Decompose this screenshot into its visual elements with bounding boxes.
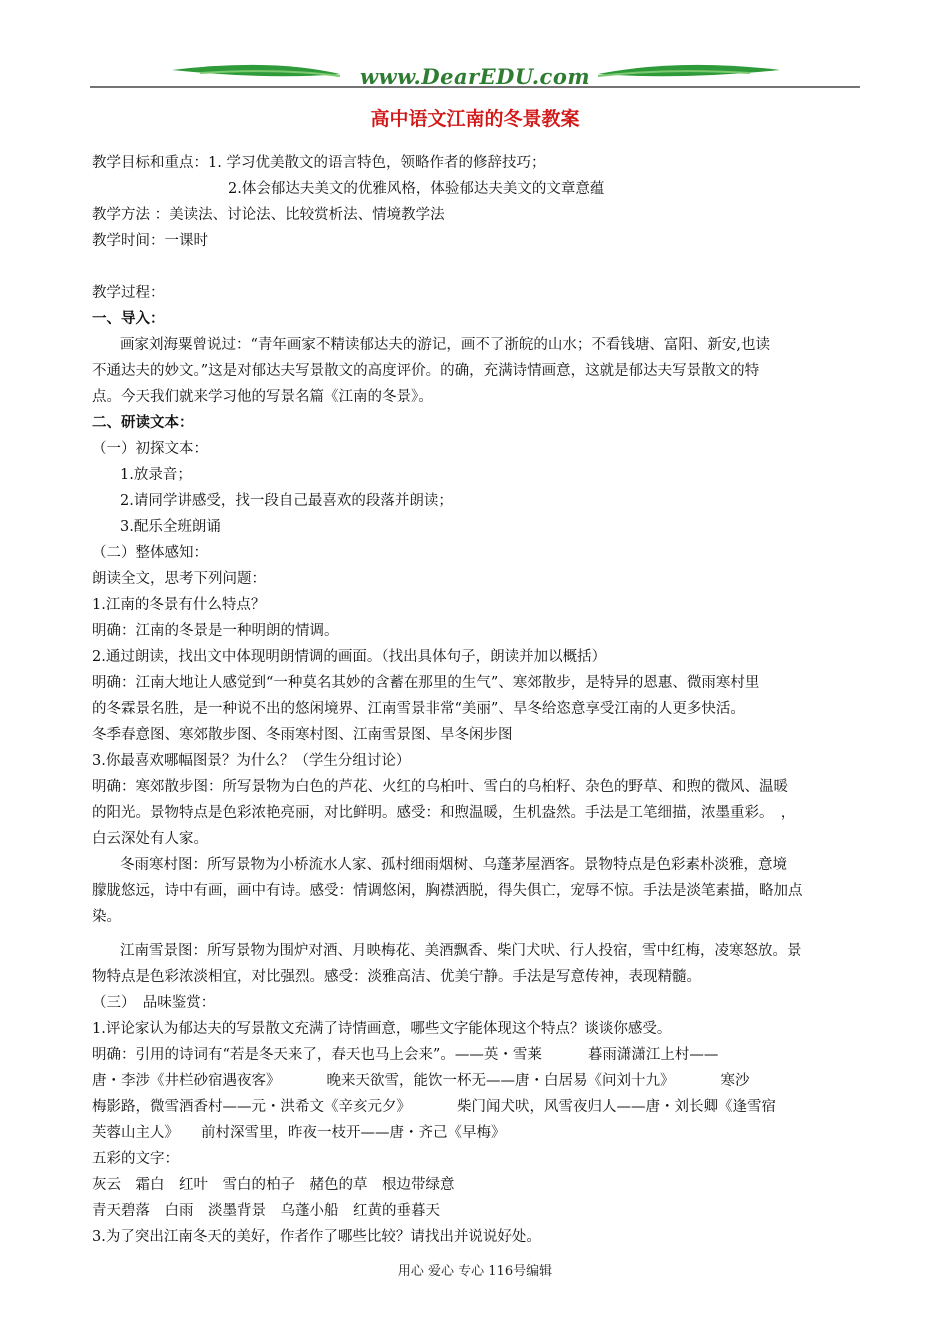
list-item: 2.请同学讲感受，找一段自己最喜欢的段落并朗读；	[120, 493, 453, 509]
poem-citation: 前村深雪里，昨夜一枝开——唐・齐己《早梅》	[201, 1125, 506, 1141]
question-line: 1.江南的冬景有什么特点？	[92, 597, 266, 613]
goals-line-1: 教学目标和重点：1. 学习优美散文的语言特色，领略作者的修辞技巧；	[92, 155, 546, 171]
answer-line: 的阳光。景物特点是色彩浓艳亮丽，对比鲜明。感受：和煦温暖，生机盎然。手法是工笔细描，浓墨重彩。 ，	[92, 805, 796, 821]
poem-citation: 柴门闻犬吠，风雪夜归人——唐・刘长卿《逢雪宿	[457, 1099, 776, 1115]
answer-line: 的冬霖景名胜，是一种说不出的悠闲境界、江南雪景非常“美丽”、旱冬给恣意享受江南的人更多快活。	[92, 701, 745, 717]
answer-line: 物特点是色彩浓淡相宜，对比强烈。感受：淡雅高洁、优美宁静。手法是写意传神，表现精髓。	[92, 969, 701, 985]
poem-citation: 梅影路，微雪酒香村——元・洪希文《辛亥元夕》	[92, 1099, 411, 1115]
answer-line: 明确：江南的冬景是一种明朗的情调。	[92, 623, 339, 639]
question-line: 3.你最喜欢哪幅图景？为什么？（学生分组讨论）	[92, 753, 411, 769]
document-title: 高中语文江南的冬景教案	[370, 108, 580, 130]
answer-line	[92, 1068, 862, 1094]
answer-line	[92, 1042, 862, 1068]
site-brand-text: www.DearEDU.com	[359, 64, 591, 89]
answer-line: 冬季春意图、寒郊散步图、冬雨寒村图、江南雪景图、旱冬闲步图	[92, 727, 513, 743]
site-banner	[90, 60, 860, 94]
paragraph-line: 点。今天我们就来学习他的写景名篇《江南的冬景》。	[92, 389, 433, 405]
poem-citation: 芙蓉山主人》	[92, 1125, 179, 1141]
paragraph-line: 朗读全文，思考下列问题：	[92, 571, 266, 587]
answer-line: 明确：江南大地让人感觉到“一种莫名其妙的含蓄在那里的生气”、寒郊散步，是特异的恩惠、微雨寒村里	[92, 675, 760, 691]
page-footer: 用心 爱心 专心 116号编辑	[397, 1264, 553, 1279]
time-line: 教学时间：一课时	[92, 233, 208, 249]
method-line: 教学方法 ：美读法、讨论法、比较赏析法、情境教学法	[92, 207, 445, 223]
poem-citation: 寒沙	[720, 1073, 750, 1089]
poem-citation: 晚来天欲雪，能饮一杯无——唐・白居易《问刘十九》	[326, 1073, 675, 1089]
paragraph-line: 青天碧落 白雨 淡墨背景 乌蓬小船 红黄的垂暮天	[92, 1203, 440, 1219]
answer-line: 染。	[92, 909, 121, 925]
section-heading-study: 二、研读文本：	[92, 414, 194, 431]
paragraph-line: 画家刘海粟曾说过：“青年画家不精读郁达夫的游记，画不了浙皖的山水；不看钱塘、富阳、新安,也读	[120, 337, 771, 353]
subsection-heading: （三） 品味鉴赏：	[92, 995, 216, 1011]
list-item: 1.放录音；	[120, 467, 192, 483]
answer-line: 朦胧悠远，诗中有画，画中有诗。感受：情调悠闲，胸襟洒脱，得失俱亡，宠辱不惊。手法是淡笔素描，略加点	[92, 883, 803, 899]
paragraph-line: 灰云 霜白 红叶 雪白的柏子 赭色的草 根边带绿意	[92, 1177, 455, 1193]
process-heading: 教学过程：	[92, 285, 165, 301]
answer-line	[92, 1094, 862, 1120]
question-line: 2.通过朗读，找出文中体现明朗情调的画面。（找出具体句子，朗读并加以概括）	[92, 649, 607, 665]
answer-line: 冬雨寒村图：所写景物为小桥流水人家、孤村细雨烟树、乌蓬茅屋酒客。景物特点是色彩素朴淡雅，意境	[120, 857, 787, 873]
answer-line: 江南雪景图：所写景物为围炉对酒、月映梅花、美酒飘香、柴门犬吠、行人投宿，雪中红梅，凌寒怒放。景	[120, 943, 802, 959]
answer-line: 白云深处有人家。	[92, 831, 208, 847]
goals-line-2: 2.体会郁达夫美文的优雅风格，体验郁达夫美文的文章意蕴	[228, 181, 605, 197]
paragraph-line: 不通达夫的妙文。”这是对郁达夫写景散文的高度评价。的确，充满诗情画意，这就是郁达夫写景散文的特	[92, 363, 760, 379]
poem-citation: 唐・李涉《井栏砂宿遇夜客》	[92, 1073, 281, 1089]
poem-citation: 暮雨潇潇江上村——	[587, 1047, 719, 1063]
document-body	[92, 150, 862, 1250]
subsection-heading: （二）整体感知：	[92, 545, 208, 561]
poem-citation: 明确：引用的诗词有“若是冬天来了，春天也马上会来”。——英・雪莱	[92, 1047, 542, 1063]
subsection-heading: （一）初探文本：	[92, 441, 208, 457]
section-heading-intro: 一、导入：	[92, 310, 165, 327]
question-line: 1.评论家认为郁达夫的写景散文充满了诗情画意，哪些文字能体现这个特点？谈谈你感受。	[92, 1021, 672, 1037]
paragraph-line: 五彩的文字：	[92, 1151, 179, 1167]
answer-line	[92, 1120, 862, 1146]
question-line: 3.为了突出江南冬天的美好，作者作了哪些比较？请找出并说说好处。	[92, 1229, 541, 1245]
list-item: 3.配乐全班朗诵	[120, 519, 221, 535]
answer-line: 明确：寒郊散步图：所写景物为白色的芦花、火红的乌桕叶、雪白的乌桕籽、杂色的野草、和煦的微风、温暖	[92, 779, 788, 795]
